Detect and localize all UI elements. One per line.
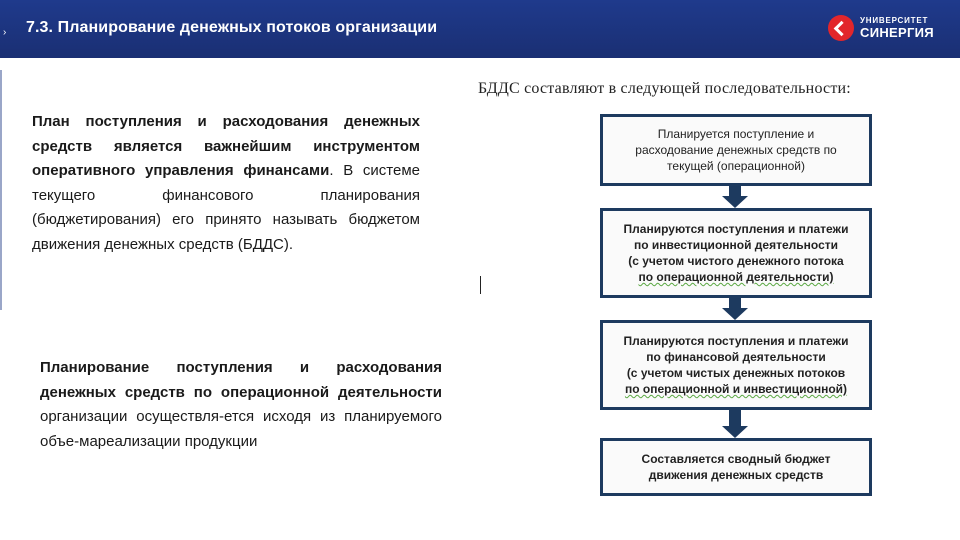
slide-header — [0, 0, 960, 58]
flow-step-1-line2: расходование денежных средств по — [635, 143, 837, 157]
paragraph-definition — [32, 110, 420, 257]
flow-step-3-line3: (с учетом чистых денежных потоков — [626, 366, 846, 380]
slide-title: 7.3. Планирование денежных потоков организации — [26, 19, 438, 36]
flow-step-3-line2: по финансовой деятельности — [646, 350, 826, 364]
flow-step-2-line2: по инвестиционной деятельности — [633, 238, 838, 252]
flow-arrow-3 — [722, 410, 748, 438]
paragraph-operational-text: организации осуществля-ется исходя из планируемого объе-мареализации продукции — [40, 408, 442, 450]
flow-step-2-line4: по операционной деятельности) — [638, 270, 834, 284]
header-marker: › — [3, 27, 7, 38]
university-logo — [828, 15, 948, 43]
left-accent-line — [0, 70, 2, 310]
flow-step-1-line3: текущей (операционной) — [667, 159, 805, 173]
flow-step-3 — [600, 320, 872, 410]
text-cursor — [480, 276, 481, 294]
paragraph-definition-bold: План поступления и расходования денежных средств является важнейшим инструментом оперативного управления финансами — [32, 113, 420, 179]
paragraph-definition-text: . В системе текущего финансового планирования (бюджетирования) его принято называть бюджетом движения денежных средств (БДДС). — [32, 162, 420, 253]
flow-step-2 — [600, 208, 872, 298]
flow-arrow-2 — [722, 298, 748, 320]
flow-step-1 — [600, 114, 872, 186]
flow-arrow-1 — [722, 186, 748, 208]
flow-step-4 — [600, 438, 872, 496]
logo-chevron-icon — [828, 15, 854, 41]
flow-step-2-line1: Планируются поступления и платежи — [623, 222, 849, 236]
flow-step-3-line1: Планируются поступления и платежи — [623, 334, 849, 348]
diagram-title: БДДС составляют в следующей последовательности: — [478, 80, 851, 97]
flow-step-3-line4: по операционной и инвестиционной) — [624, 382, 848, 396]
flow-step-4-line2: движения денежных средств — [648, 468, 824, 482]
logo-text-bottom: СИНЕРГИЯ — [860, 25, 934, 40]
flow-step-4-line1: Составляется сводный бюджет — [641, 452, 831, 466]
paragraph-operational-bold: Планирование поступления и расходования денежных средств по операционной деятельности — [40, 359, 442, 401]
logo-text-top: УНИВЕРСИТЕТ — [860, 16, 929, 25]
paragraph-operational — [40, 356, 442, 454]
flow-step-2-line3: (с учетом чистого денежного потока — [628, 254, 844, 268]
flow-step-1-line1: Планируется поступление и — [657, 127, 815, 141]
